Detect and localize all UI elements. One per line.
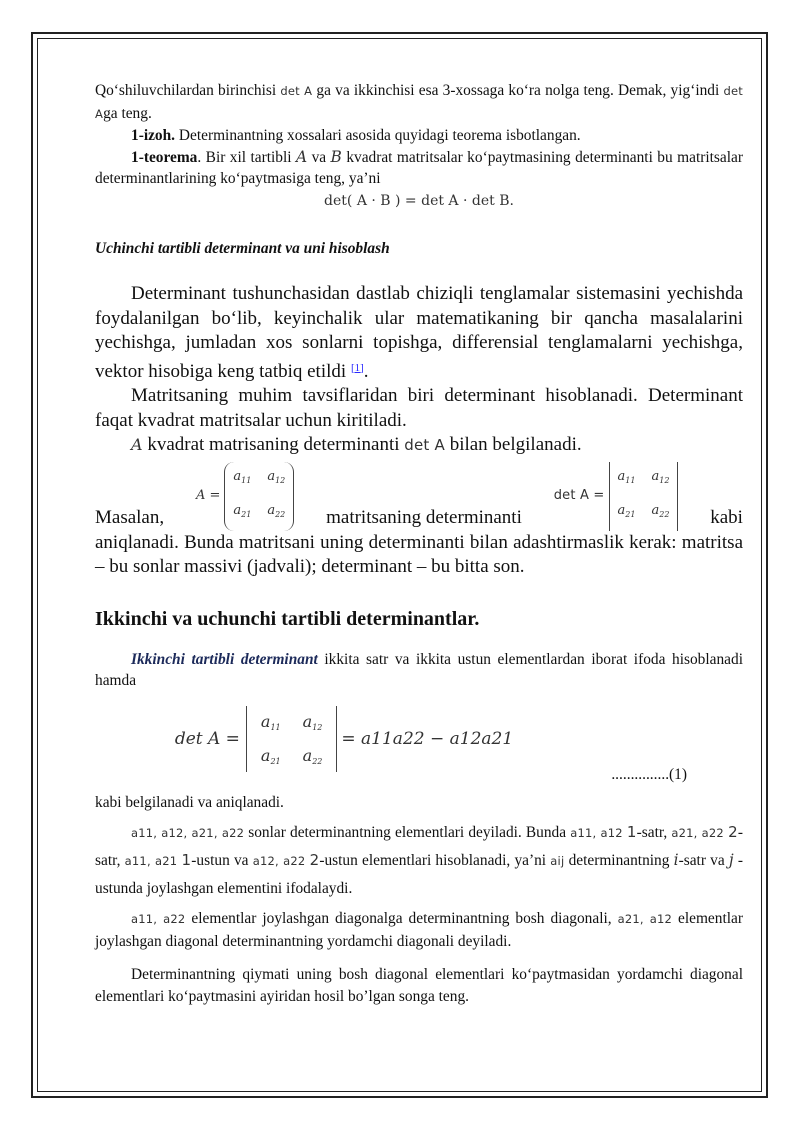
formula-lhs: det A = <box>174 728 240 749</box>
cell-a12: $a_{12}$ <box>267 468 286 485</box>
formula-text: det( A · B ) = det A · det B. <box>324 192 514 209</box>
formula-rhs: = a11a22 − a12a21 <box>341 728 514 749</box>
cell-a21: $a_{21}$ <box>617 503 636 519</box>
matrix-a <box>196 462 294 531</box>
cell-a12: $a_{12}$ <box>651 468 670 485</box>
math-number: 2 <box>728 823 738 841</box>
math-det-a: det A <box>280 84 313 98</box>
math-j: j <box>728 851 734 869</box>
determinant-a <box>554 462 679 531</box>
text: -satr, <box>95 824 743 869</box>
section-heading-second-third: Ikkinchi va uchunchi tartibli determinantlar. <box>95 607 480 630</box>
text: elementlar joylashgan diagonal determinantning yordamchi diagonali deyiladi. <box>95 910 743 950</box>
text: ga va ikkinchisi esa 3-xossaga ko‘ra nolga teng. Demak, yig‘indi <box>316 82 720 99</box>
formula-1 <box>95 706 743 772</box>
det-label: det A = <box>553 487 605 503</box>
text: ga teng. <box>103 104 152 122</box>
reference-link[interactable]: [1] <box>350 361 364 374</box>
math-det-a: det A <box>95 84 743 121</box>
math-i: i <box>673 851 679 869</box>
text: -ustun va <box>191 852 249 869</box>
text: ikkita satr va ikkita ustun elementlardan iborat ifoda hisoblanadi hamda <box>95 650 743 689</box>
theorem-formula <box>95 190 743 213</box>
text: elementlar joylashgan diagonalga determinantning bosh diagonali, <box>191 910 612 927</box>
text: kvadrat matrisaning determinanti <box>147 434 400 455</box>
math-row1: a11, a12 <box>570 826 623 840</box>
text: -ustun elementlari hisoblanadi, ya’ni <box>319 852 547 869</box>
theorem-1 <box>95 147 743 190</box>
math-a: A <box>131 435 143 454</box>
section-heading-third-order: Uchinchi tartibli determinant va uni hisoblash <box>95 240 390 257</box>
cell-a11: $a_{11}$ <box>260 711 281 732</box>
cell-a22: $a_{22}$ <box>651 503 670 519</box>
math-number: 1 <box>626 823 637 841</box>
math-col2: a12, a22 <box>252 854 306 868</box>
text: bilan belgilanadi. <box>449 434 582 455</box>
text: Determinant tushunchasidan dastlab chiziqli tenglamalar sistemasini yechishda foydalanilgan bo‘lib, keyinchalik ular matematikaning bir qancha masalalarini yechishga, jumladan xos sonlarni topishga, differensial tenglamalarni yechishga, vektor hisobiga keng tatbiq etildi <box>95 283 743 382</box>
paragraph-intro <box>95 80 743 125</box>
math-a: A <box>295 147 308 166</box>
math-det-a: det A <box>404 436 445 454</box>
text: Qo‘shiluvchilardan birinchisi <box>95 82 277 99</box>
math-b: B <box>330 147 342 166</box>
text: - ustunda joylashgan elementini ifodalaydi. <box>95 852 744 897</box>
text: Masalan, <box>95 507 165 528</box>
text: matritsaning determinanti <box>326 507 522 528</box>
math-row2: a21, a22 <box>671 826 724 840</box>
remark-label: 1-izoh. <box>131 127 176 144</box>
paragraph-value: Determinantning qiymati uning bosh diagonal elementlari ko‘paytmasidan yordamchi diagonal elementlari ko‘paytmasini ayiridan hosil bo’lgan songa teng. <box>95 966 743 1005</box>
math-main-diagonal: a11, a22 <box>131 912 186 926</box>
math-col1: a11, a21 <box>124 854 178 868</box>
text: . Bir xil tartibli <box>197 148 292 166</box>
math-aij: aij <box>550 854 565 868</box>
theorem-label: 1-teorema <box>131 148 198 166</box>
cell-a21: $a_{21}$ <box>260 745 281 766</box>
document-body <box>95 80 743 1007</box>
paragraph-matrix-vs-determinant: aniqlanadi. Bunda matritsani uning determinanti bilan adashtirmaslik kerak: matritsa – bu sonlar massivi (jadvali); determinant – bu bitta son. <box>95 531 743 577</box>
determinant-2x2-large <box>246 706 337 772</box>
text: kabi <box>710 507 743 528</box>
matrix-label: A = <box>195 487 221 503</box>
text: -satr, <box>636 824 668 841</box>
term-second-order: Ikkinchi tartibli determinant <box>131 650 318 668</box>
math-number: 1 <box>181 851 192 869</box>
text: sonlar determinantning elementlari deyiladi. Bunda <box>248 824 567 841</box>
remark-text: Determinantning xossalari asosida quyidagi teorema isbotlangan. <box>178 127 581 144</box>
text: . <box>363 360 369 382</box>
math-number: 2 <box>309 851 320 869</box>
paragraph-second-order-def <box>95 649 743 692</box>
cell-a21: $a_{21}$ <box>233 503 252 519</box>
paragraph-notation <box>95 433 743 458</box>
remark-1 <box>95 125 743 147</box>
paragraph-diagonals <box>95 908 743 952</box>
cell-a22: $a_{22}$ <box>302 745 323 766</box>
equation-number: ...............(1) <box>611 765 687 783</box>
cell-a11: $a_{11}$ <box>233 468 252 485</box>
paragraph-matrix-property: Matritsaning muhim tavsiflaridan biri determinant hisoblanadi. Determinant faqat kvadrat matritsalar uchun kiritiladi. <box>95 385 743 431</box>
paragraph-defined: kabi belgilanadi va aniqlanadi. <box>95 793 284 811</box>
cell-a22: $a_{22}$ <box>267 503 286 519</box>
text: kvadrat matritsalar ko‘paytmasining determinanti bu matritsalar determinantlarining ko‘paytmasiga teng, ya’ni <box>95 148 743 187</box>
paragraph-elements <box>95 819 743 902</box>
text: va <box>311 148 327 166</box>
math-elements: a11, a12, a21, a22 <box>131 826 245 840</box>
determinant-2x2 <box>609 462 679 531</box>
text: determinantning <box>568 852 670 869</box>
example-line <box>95 462 743 531</box>
cell-a12: $a_{12}$ <box>302 711 323 732</box>
paragraph-determinant-history <box>95 282 743 384</box>
math-secondary-diagonal: a21, a12 <box>617 912 673 926</box>
cell-a11: $a_{11}$ <box>617 468 636 485</box>
matrix-2x2 <box>224 462 294 531</box>
text: -satr va <box>678 852 725 869</box>
